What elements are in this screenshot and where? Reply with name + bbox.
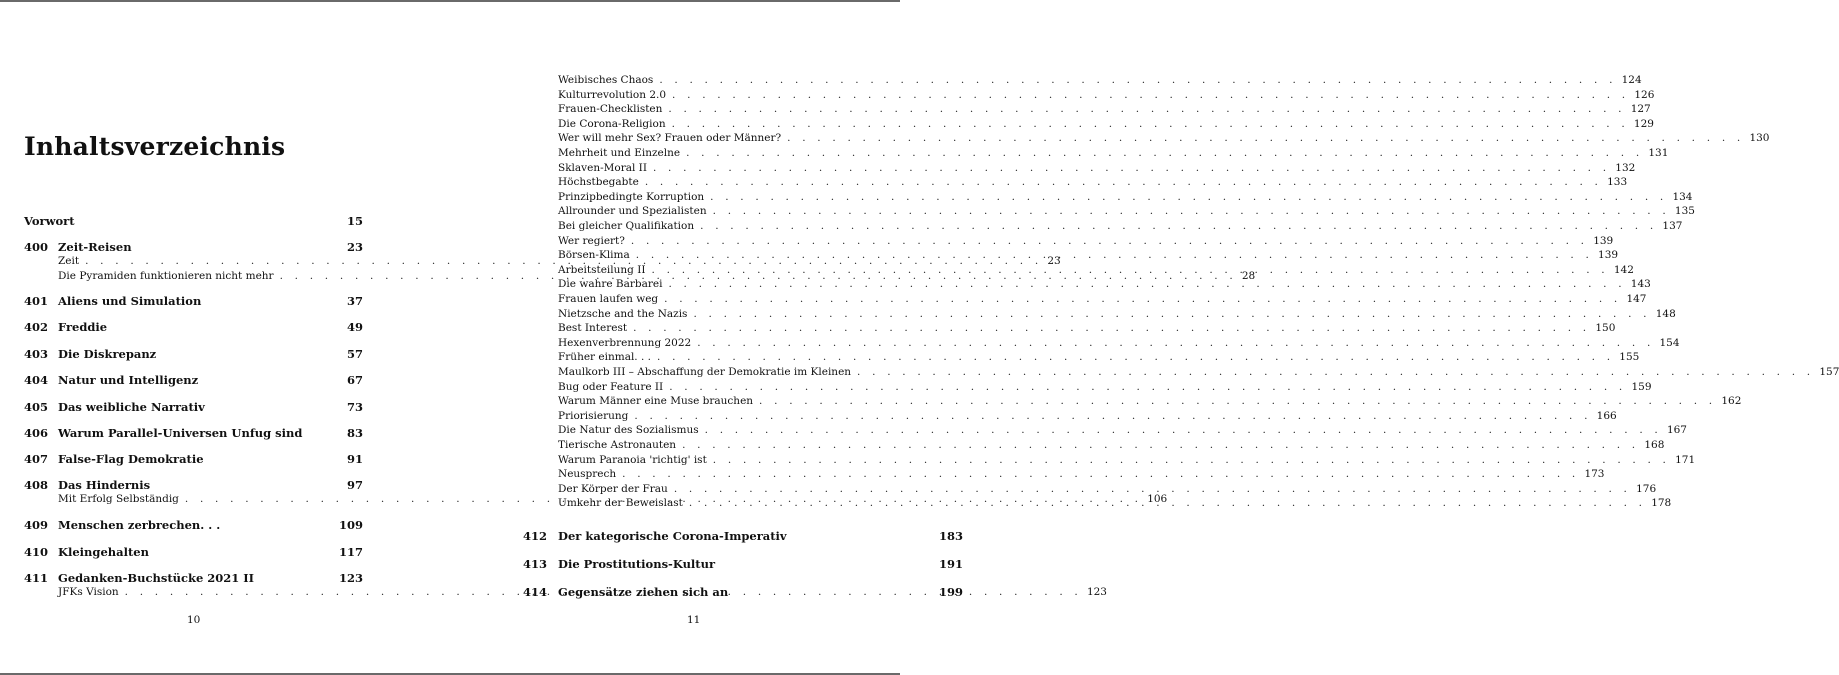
leader-dots xyxy=(686,147,1643,159)
leader-dots xyxy=(622,468,1579,480)
toc-section-entry xyxy=(558,88,1655,101)
chapter-title: Das weibliche Narrativ xyxy=(58,400,205,414)
section-page: 168 xyxy=(1644,439,1665,451)
toc-chapter-entry xyxy=(24,373,363,387)
toc-chapter-entry xyxy=(24,518,363,532)
section-page: 106 xyxy=(1147,493,1168,505)
chapter-page: 67 xyxy=(346,373,363,387)
section-page: 133 xyxy=(1607,176,1628,189)
section-title: Bug oder Feature II xyxy=(558,380,664,393)
section-title: Nietzsche and the Nazis xyxy=(558,307,688,320)
toc-chapter-entry xyxy=(24,347,363,361)
section-title: JFKs Vision xyxy=(58,586,119,598)
chapter-number: 401 xyxy=(24,294,49,308)
section-page: 176 xyxy=(1636,482,1657,495)
chapter-number: 405 xyxy=(24,400,49,414)
chapter-title: Natur und Intelligenz xyxy=(58,373,199,387)
section-title: Wer will mehr Sex? Frauen oder Männer? xyxy=(558,132,782,145)
toc-section-entry xyxy=(558,74,1642,86)
section-title: Mit Erfolg Selbständig xyxy=(58,493,179,505)
section-page: 130 xyxy=(1749,132,1770,145)
section-title: Höchstbegabte xyxy=(558,176,639,189)
chapter-page: 183 xyxy=(938,529,963,543)
section-page: 166 xyxy=(1596,409,1617,422)
chapter-number: 412 xyxy=(523,529,548,543)
leader-dots xyxy=(636,249,1593,261)
section-title: Arbeitsteilung II xyxy=(558,263,646,276)
chapter-title: Gedanken-Buchstücke 2021 II xyxy=(58,571,255,585)
toc-section-entry xyxy=(558,322,1616,335)
chapter-page: 199 xyxy=(938,585,963,599)
chapter-number: 410 xyxy=(24,545,49,559)
section-page: 127 xyxy=(1630,103,1651,116)
section-title: Tierische Astronauten xyxy=(558,439,677,451)
section-page: 123 xyxy=(1086,586,1107,598)
chapter-number: 407 xyxy=(24,452,49,466)
chapter-number: 414 xyxy=(523,585,548,599)
section-page: 139 xyxy=(1593,234,1614,247)
toc-section-entry xyxy=(558,234,1614,247)
section-title: Kulturrevolution 2.0 xyxy=(558,88,667,101)
leader-dots xyxy=(710,191,1667,203)
section-page: 124 xyxy=(1621,74,1642,86)
toc-chapter-entry xyxy=(24,294,363,308)
chapter-title: Freddie xyxy=(58,320,108,334)
section-title: Frauen laufen weg xyxy=(558,293,659,305)
toc-section-entry xyxy=(558,278,1651,291)
toc-chapter-entry xyxy=(24,452,363,466)
section-page: 28 xyxy=(1241,269,1256,282)
section-title: Die wahre Barbarei xyxy=(558,278,663,291)
section-title: Umkehr der Beweislast xyxy=(558,497,683,510)
chapter-number: 406 xyxy=(24,426,49,440)
toc-chapter-entry xyxy=(523,529,963,543)
toc-chapter-entry xyxy=(24,426,363,440)
leader-dots xyxy=(697,337,1654,349)
leader-dots xyxy=(645,176,1602,188)
leader-dots xyxy=(669,381,1626,393)
toc-section-entry xyxy=(558,103,1651,116)
leader-dots xyxy=(705,424,1662,436)
toc-section-entry xyxy=(558,205,1695,218)
toc-section-entry xyxy=(558,147,1669,159)
chapter-title: Vorwort xyxy=(24,214,75,228)
chapter-title: Menschen zerbrechen. . . xyxy=(58,518,221,532)
section-page: 154 xyxy=(1659,336,1680,349)
section-page: 143 xyxy=(1630,278,1651,291)
toc-section-entry xyxy=(558,380,1652,393)
toc-chapter-entry xyxy=(24,478,363,492)
leader-dots xyxy=(674,483,1631,495)
leader-dots xyxy=(634,410,1591,422)
leader-dots xyxy=(664,293,1621,305)
toc-section-entry xyxy=(558,220,1683,232)
leader-dots xyxy=(689,497,1646,509)
toc-section-entry xyxy=(558,336,1680,349)
chapter-page: 191 xyxy=(938,557,963,571)
toc-section-entry xyxy=(558,366,1839,378)
chapter-title: Kleingehalten xyxy=(58,545,149,559)
toc-chapter-entry xyxy=(24,545,363,559)
section-page: 167 xyxy=(1666,424,1687,437)
leader-dots xyxy=(682,439,1639,451)
section-title: Maulkorb III – Abschaffung der Demokratie im Kleinen xyxy=(558,366,852,378)
chapter-title: Die Diskrepanz xyxy=(58,347,157,361)
section-page: 150 xyxy=(1595,322,1616,335)
chapter-number: 400 xyxy=(24,240,49,254)
toc-section-entry xyxy=(558,307,1676,320)
chapter-number: 413 xyxy=(523,557,548,571)
chapter-page: 15 xyxy=(346,214,363,228)
section-page: 148 xyxy=(1655,307,1676,320)
leader-dots xyxy=(659,74,1616,86)
leader-dots xyxy=(759,395,1716,407)
section-title: Prinzipbedingte Korruption xyxy=(558,190,705,203)
chapter-page: 37 xyxy=(346,294,363,308)
page-number: 10 xyxy=(187,614,201,626)
section-page: 162 xyxy=(1721,395,1742,408)
chapter-page: 109 xyxy=(338,518,363,532)
leader-dots xyxy=(668,103,1625,115)
section-title: Warum Männer eine Muse brauchen xyxy=(558,395,754,408)
chapter-number: 402 xyxy=(24,320,49,334)
toc-section-entry xyxy=(558,117,1654,130)
section-title: Warum Paranoia 'richtig' ist xyxy=(558,453,707,466)
section-page: 155 xyxy=(1619,351,1640,364)
page-number: 11 xyxy=(687,614,701,626)
section-title: Mehrheit und Einzelne xyxy=(558,147,681,159)
section-title: Die Pyramiden funktionieren nicht mehr xyxy=(58,269,274,282)
toc-chapter-entry xyxy=(24,571,363,585)
leader-dots xyxy=(668,278,1625,290)
section-page: 126 xyxy=(1634,88,1655,101)
leader-dots xyxy=(653,162,1610,174)
leader-dots xyxy=(693,308,1650,320)
section-page: 23 xyxy=(1047,255,1061,267)
chapter-page: 91 xyxy=(346,452,363,466)
section-page: 142 xyxy=(1613,263,1634,276)
toc-section-entry xyxy=(558,482,1657,495)
section-page: 178 xyxy=(1651,497,1672,510)
section-page: 129 xyxy=(1633,117,1654,130)
section-title: Wer regiert? xyxy=(558,234,625,247)
section-title: Allrounder und Spezialisten xyxy=(558,205,707,218)
chapter-title: Warum Parallel-Universen Unfug sind xyxy=(58,426,303,440)
section-title: Bei gleicher Qualifikation xyxy=(558,220,695,232)
chapter-number: 404 xyxy=(24,373,49,387)
section-title: Hexenverbrennung 2022 xyxy=(558,336,692,349)
chapter-number: 409 xyxy=(24,518,49,532)
toc-section-entry xyxy=(558,439,1665,451)
toc-section-entry xyxy=(558,468,1605,481)
section-page: 134 xyxy=(1672,190,1693,203)
section-page: 171 xyxy=(1675,453,1696,466)
toc-section-entry xyxy=(558,293,1647,305)
chapter-title: False-Flag Demokratie xyxy=(58,452,204,466)
section-title: Best Interest xyxy=(558,322,628,335)
toc-chapter-entry xyxy=(24,214,363,228)
chapter-title: Der kategorische Corona-Imperativ xyxy=(558,529,787,543)
leader-dots xyxy=(633,322,1590,334)
section-title: Weibisches Chaos xyxy=(558,74,654,86)
leader-dots xyxy=(631,235,1588,247)
section-page: 139 xyxy=(1598,249,1619,262)
toc-chapter-entry xyxy=(24,240,363,254)
toc-section-entry xyxy=(558,161,1636,174)
toc-chapter-entry xyxy=(24,400,363,414)
page-title: Inhaltsverzeichnis xyxy=(24,132,286,161)
section-page: 157 xyxy=(1819,366,1839,378)
chapter-page: 49 xyxy=(346,320,363,334)
chapter-title: Aliens und Simulation xyxy=(58,294,202,308)
toc-section-entry xyxy=(558,176,1628,189)
leader-dots xyxy=(857,366,1814,378)
toc-chapter-entry xyxy=(523,585,963,599)
section-page: 147 xyxy=(1626,293,1647,305)
chapter-page: 73 xyxy=(346,400,363,414)
chapter-number: 408 xyxy=(24,478,49,492)
chapter-title: Das Hindernis xyxy=(58,478,151,492)
toc-section-entry xyxy=(558,190,1693,203)
chapter-title: Die Prostitutions-Kultur xyxy=(558,557,716,571)
section-title: Die Natur des Sozialismus xyxy=(558,424,699,437)
section-page: 135 xyxy=(1674,205,1695,218)
chapter-page: 123 xyxy=(338,571,363,585)
toc-chapter-entry xyxy=(24,320,363,334)
toc-section-entry xyxy=(558,453,1696,466)
section-title: Frauen-Checklisten xyxy=(558,103,663,116)
chapter-page: 83 xyxy=(346,426,363,440)
section-page: 137 xyxy=(1662,220,1683,232)
section-title: Neusprech xyxy=(558,468,617,481)
section-title: Zeit xyxy=(58,255,80,267)
section-page: 132 xyxy=(1615,161,1636,174)
leader-dots xyxy=(672,118,1629,130)
leader-dots xyxy=(657,351,1614,363)
leader-dots xyxy=(713,205,1670,217)
chapter-page: 23 xyxy=(346,240,363,254)
toc-section-entry xyxy=(558,351,1640,364)
toc-section-entry xyxy=(558,395,1742,408)
section-title: Börsen-Klima xyxy=(558,249,630,262)
section-title: Sklaven-Moral II xyxy=(558,161,647,174)
leader-dots xyxy=(713,454,1670,466)
chapter-title: Zeit-Reisen xyxy=(58,240,132,254)
leader-dots xyxy=(652,264,1609,276)
leader-dots xyxy=(672,89,1629,101)
chapter-number: 403 xyxy=(24,347,49,361)
chapter-page: 57 xyxy=(346,347,363,361)
section-title: Die Corona-Religion xyxy=(558,117,666,130)
section-page: 131 xyxy=(1648,147,1669,159)
toc-section-entry xyxy=(558,409,1617,422)
section-page: 173 xyxy=(1584,468,1605,481)
leader-dots xyxy=(787,132,1744,144)
toc-chapter-entry xyxy=(523,557,963,571)
leader-dots xyxy=(700,220,1657,232)
section-title: Der Körper der Frau xyxy=(558,482,668,495)
chapter-number: 411 xyxy=(24,571,49,585)
section-page: 159 xyxy=(1631,380,1652,393)
section-title: Priorisierung xyxy=(558,409,629,422)
toc-section-entry xyxy=(558,424,1687,437)
chapter-page: 97 xyxy=(346,478,363,492)
chapter-page: 117 xyxy=(338,545,363,559)
chapter-title: Gegensätze ziehen sich an xyxy=(558,585,729,599)
toc-section-entry xyxy=(558,132,1770,145)
section-title: Früher einmal. . . xyxy=(558,351,651,364)
